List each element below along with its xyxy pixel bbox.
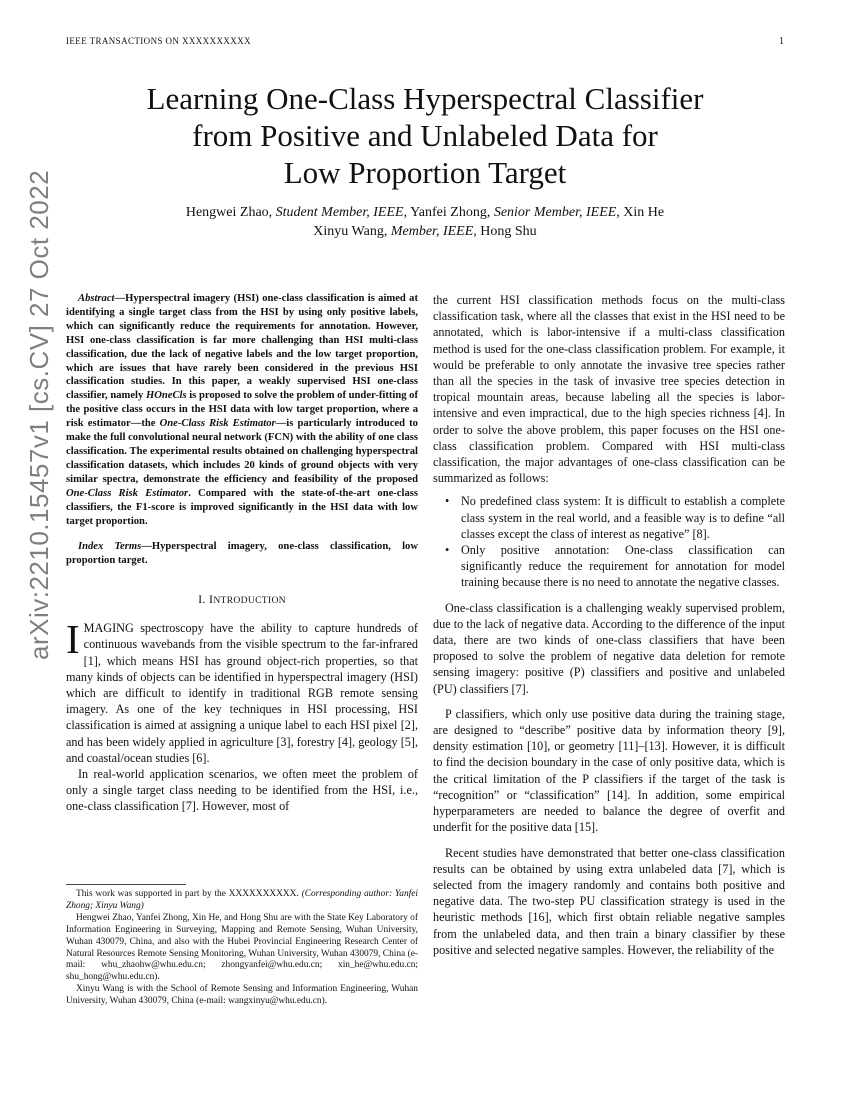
author-role: Member, IEEE, (390, 224, 477, 239)
body-paragraph: One-class classification is a challenging weakly supervised problem, due to the lack of negative data. According to the difference of the input data, there are two kinds of one-class classifiers that have been proposed to solve the problem of negative data deletion for remote sensing imagery: positive (P) classifiers and positive and unlabeled (PU) classifiers [7]. (433, 600, 785, 696)
body-paragraph: P classifiers, which only use positive data during the training stage, are designed to “describe” positive data by information theory [9], density estimation [10], or geometry [11]–[13]. However, it is difficult to find the decision boundary in the case of only positive data, which is the critical limitation of the P classifiers if the target of the task is “recognition” or “classification” [14]. In addition, some empirical hyperparameters are needed to balance the degree of overfit and underfit for the positive data [15]. (433, 706, 785, 835)
title-line: Low Proportion Target (283, 155, 567, 190)
author-name: Yanfei Zhong, (410, 205, 491, 220)
author-line-1 (66, 203, 784, 222)
footnote-funding: This work was supported in part by the XXXXXXXXXX. (Corresponding author: Yanfei Zhong; Xinyu Wang) (66, 889, 418, 911)
estimator-name: One-Class Risk Estimator (66, 487, 189, 499)
abstract: Abstract—Hyperspectral imagery (HSI) one-class classification is aimed at identifying a single target class from the HSI by using only positive labels, which can significantly reduce the requirements for annotation. However, HSI one-class classification is far more challenging than HSI multi-class classification, due the lack of negative labels and the low target proportion, which are issues that have rarely been considered in the previous HSI classification studies. In this paper, a weakly supervised HSI one-class classifier, namely HOneCls is proposed to solve the problem of under-fitting of the positive class occurs in the HSI data with low target proportion, where a risk estimator—the One-Class Risk Estimator—is particularly introduced to make the full convolutional neural network (FCN) with the ability of one class classification. The experimental results obtained on challenging hyperspectral classification datasets, which includes 20 kinds of ground objects with very similar spectra, demonstrate the efficiency and feasibility of the proposed One-Class Risk Estimator. Compared with the state-of-the-art one-class classifiers, the F1-score is improved significantly in the HSI data with low target proportion. (66, 293, 419, 527)
index-terms: Index Terms—Hyperspectral imagery, one-class classification, low proportion target. (66, 541, 418, 567)
drop-cap: I (66, 616, 80, 663)
method-name: HOneCls (145, 390, 187, 402)
author-name: Xin He (623, 205, 665, 220)
left-column (66, 292, 418, 815)
bullet-icon: • (445, 494, 450, 509)
title-line: from Positive and Unlabeled Data for (192, 118, 658, 153)
body-paragraph: the current HSI classification methods focus on the multi-class classification task, where all the classes that exist in the HSI need to be annotated, which is labor-intensive if a multi-class classification method is used for the one-class classification problem. For example, it would be preferable to only annotate the invasive tree species rather than all the species in the task of invasive tree species detection in tropical mountain areas, because labeling all the species is labor-intensive and even impractical, due to the high species richness [4]. In order to solve the above problem, this paper focuses on the HSI one-class classification problem. Compared with HSI multi-class classification, the major advantages of one-class classification can be summarized as follows: (433, 293, 785, 486)
author-name: Hong Shu (480, 224, 537, 239)
paper-title (66, 80, 784, 191)
footnote-affiliation: Hengwei Zhao, Yanfei Zhong, Xin He, and Hong Shu are with the State Key Laboratory of Information Engineering in Surveying, Mapping and Remote Sensing, Wuhan University, Wuhan 430079, China, and also with the Hubei Provincial Engineering Research Center of Natural Resources Remote Sensing Monitoring, Wuhan University, Wuhan 430079, China (e-mail: whu_zhaohw@whu.edu.cn; zhongyanfei@whu.edu.cn; xin_he@whu.edu.cn; shu_hong@whu.edu.cn). (66, 912, 418, 983)
author-list (66, 203, 784, 241)
author-line-2 (66, 222, 784, 241)
list-item: • No predefined class system: It is difficult to establish a complete class system in the real world, and a feasible way is to define “all classes except the class of interest as negative” [8]. (445, 494, 785, 541)
list-item: • Only positive annotation: One-class classification can significantly reduce the requirement for annotation for model training because there is no need to annotate the negative classes. (445, 543, 785, 590)
author-role: Student Member, IEEE, (275, 205, 408, 220)
running-head: IEEE TRANSACTIONS ON XXXXXXXXXX (66, 36, 251, 46)
intro-paragraph: In real-world application scenarios, we often meet the problem of only a single target class needing to be identified from the HSI, i.e., one-class classification [7]. However, most of (66, 767, 418, 814)
footnote-affiliation: Xinyu Wang is with the School of Remote Sensing and Information Engineering, Wuhan University, Wuhan 430079, China (e-mail: wangxinyu@whu.edu.cn). (66, 984, 418, 1007)
footnotes (66, 889, 418, 1008)
title-line: Learning One-Class Hyperspectral Classifier (146, 81, 704, 116)
section-heading-introduction: I. INTRODUCTION (198, 592, 286, 607)
author-name: Xinyu Wang, (313, 224, 388, 239)
bullet-icon: • (445, 543, 450, 558)
right-column (433, 292, 785, 958)
author-name: Hengwei Zhao, (185, 205, 273, 220)
intro-paragraph: IMAGING spectroscopy have the ability to capture hundreds of continuous wavebands from the visible spectrum to the far-infrared [1], which means HSI has ground object-rich properties, so that many kinds of objects can be identified in hyperspectral imagery (HSI) which are difficult to identify in traditional RGB remote sensing imagery. As one of the key techniques in HSI processing, HSI classification is aimed at assigning a unique label to each HSI pixel [2], and has been widely applied in agriculture [3], forestry [4], geology [5], and coastal/ocean studies [6]. (66, 616, 418, 765)
abstract-label: Abstract (78, 293, 115, 304)
page-number: 1 (779, 36, 784, 47)
body-paragraph: Recent studies have demonstrated that better one-class classification results can be obtained by using extra unlabeled data [7], which is selected from the imagery randomly and contains both positive and negative data. The two-step PU classification strategy is used in the heuristic methods [16], which first obtain reliable negative samples from the unlabeled data, and then train a binary classifier by these positive and selected negative samples. However, the reliability of the (433, 845, 785, 957)
advantages-list (433, 493, 785, 590)
index-terms-label: Index Terms (78, 541, 142, 553)
estimator-name: One-Class Risk Estimator (159, 418, 276, 430)
author-role: Senior Member, IEEE, (493, 205, 620, 220)
arxiv-identifier: arXiv:2210.15457v1 [cs.CV] 27 Oct 2022 (24, 169, 54, 660)
